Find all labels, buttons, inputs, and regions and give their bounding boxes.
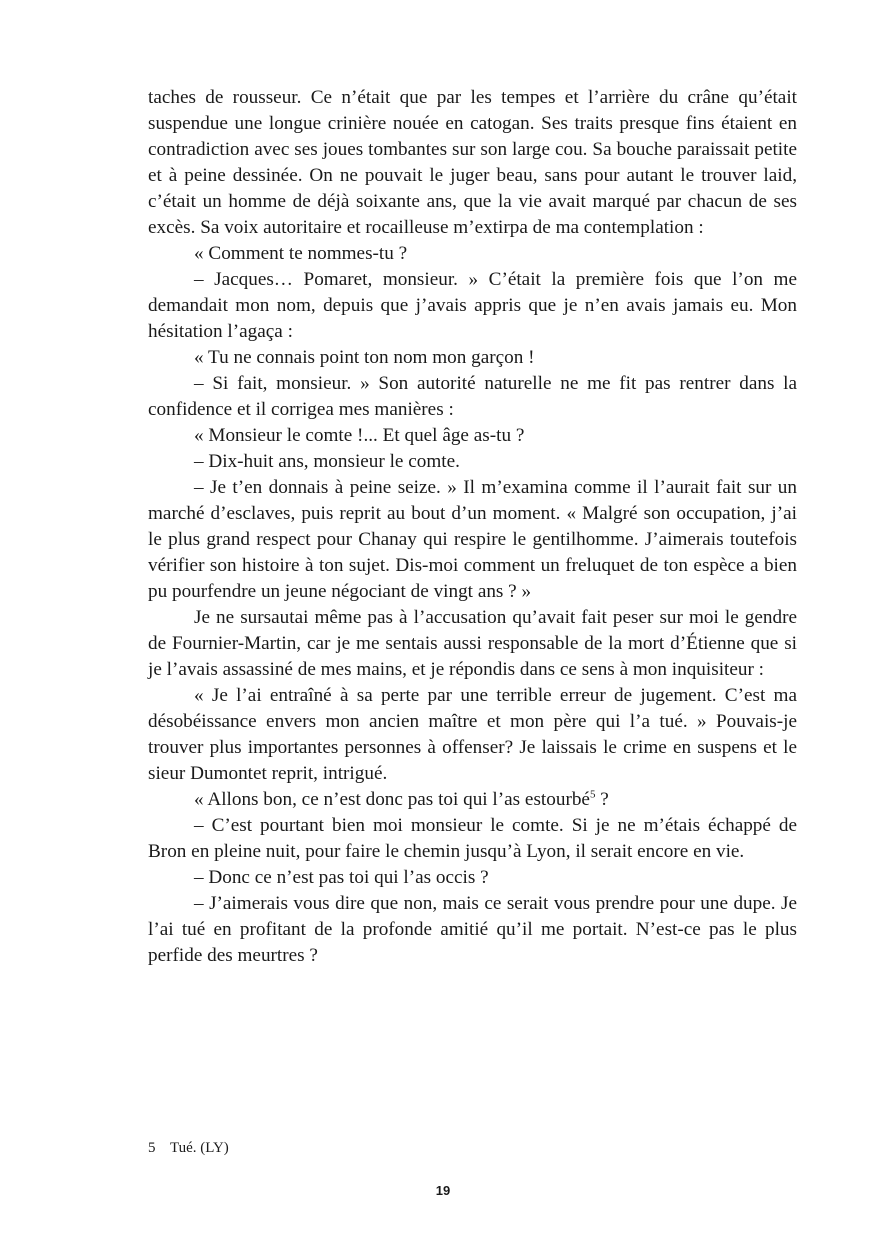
paragraph: – Si fait, monsieur. » Son autorité naturelle ne me fit pas rentrer dans la confidence et il corrigea mes manières : — [148, 373, 797, 420]
footnote-number: 5 — [148, 1140, 156, 1156]
paragraph: « Comment te nommes-tu ? — [194, 243, 408, 264]
paragraph: – C’est pourtant bien moi monsieur le comte. Si je ne m’étais échappé de Bron en pleine nuit, pour faire le chemin jusqu’à Lyon, il serait encore en vie. — [148, 815, 797, 862]
footnote — [148, 1138, 797, 1158]
paragraph: taches de rousseur. Ce n’était que par les tempes et l’arrière du crâne qu’était suspendue une longue crinière nouée en catogan. Ses traits presque fins étaient en contradiction avec ses joues tombantes sur son large cou. Sa bouche paraissait petite et à peine dessinée. On ne pouvait le juger beau, sans pour autant le trouver laid, c’était un homme de déjà soixante ans, que la vie avait marqué par chacun de ses excès. Sa voix autoritaire et rocailleuse m’extirpa de ma contemplation : — [148, 87, 797, 238]
paragraph: – Donc ce n’est pas toi qui l’as occis ? — [194, 867, 489, 888]
paragraph: Je ne sursautai même pas à l’accusation qu’avait fait peser sur moi le gendre de Fournier-Martin, car je me sentais aussi responsable de la mort d’Étienne que si je l’avais assassiné de mes mains, et je répondis dans ce sens à mon inquisiteur : — [148, 607, 797, 680]
paragraph: « Je l’ai entraîné à sa perte par une terrible erreur de jugement. C’est ma désobéissance envers mon ancien maître et mon père qui l’a tué. » Pouvais-je trouver plus importantes personnes à offenser? Je laissais le crime en suspens et le sieur Dumontet reprit, intrigué. — [148, 685, 797, 784]
page-number: 19 — [435, 1183, 451, 1198]
paragraph-with-footnote — [148, 787, 797, 813]
paragraph: « Monsieur le comte !... Et quel âge as-tu ? — [194, 425, 525, 446]
paragraph: – Je t’en donnais à peine seize. » Il m’examina comme il l’aurait fait sur un marché d’esclaves, puis reprit au bout d’un moment. « Malgré son occupation, j’ai le plus grand respect pour Chanay qui respire le gentilhomme. J’aimerais toutefois vérifier son histoire à ton sujet. Dis-moi comment un freluquet de ton espèce a bien pu pourfendre un jeune négociant de vingt ans ? » — [148, 477, 797, 602]
footnote-reference[interactable]: 5 — [589, 788, 596, 801]
paragraph-text-end: ? — [595, 789, 609, 810]
paragraph: – J’aimerais vous dire que non, mais ce serait vous prendre pour une dupe. Je l’ai tué en profitant de la profonde amitié qu’il me portait. N’est-ce pas le plus perfide des meurtres ? — [148, 893, 797, 966]
page-body — [148, 85, 797, 969]
paragraph-text: « Allons bon, ce n’est donc pas toi qui l’as estourbé — [194, 789, 590, 810]
paragraph: – Dix-huit ans, monsieur le comte. — [194, 451, 460, 472]
paragraph: – Jacques… Pomaret, monsieur. » C’était la première fois que l’on me demandait mon nom, depuis que j’avais appris que je n’en avais jamais eu. Mon hésitation l’agaça : — [148, 269, 797, 342]
footnote-text: Tué. (LY) — [170, 1140, 229, 1156]
paragraph: « Tu ne connais point ton nom mon garçon ! — [194, 347, 535, 368]
